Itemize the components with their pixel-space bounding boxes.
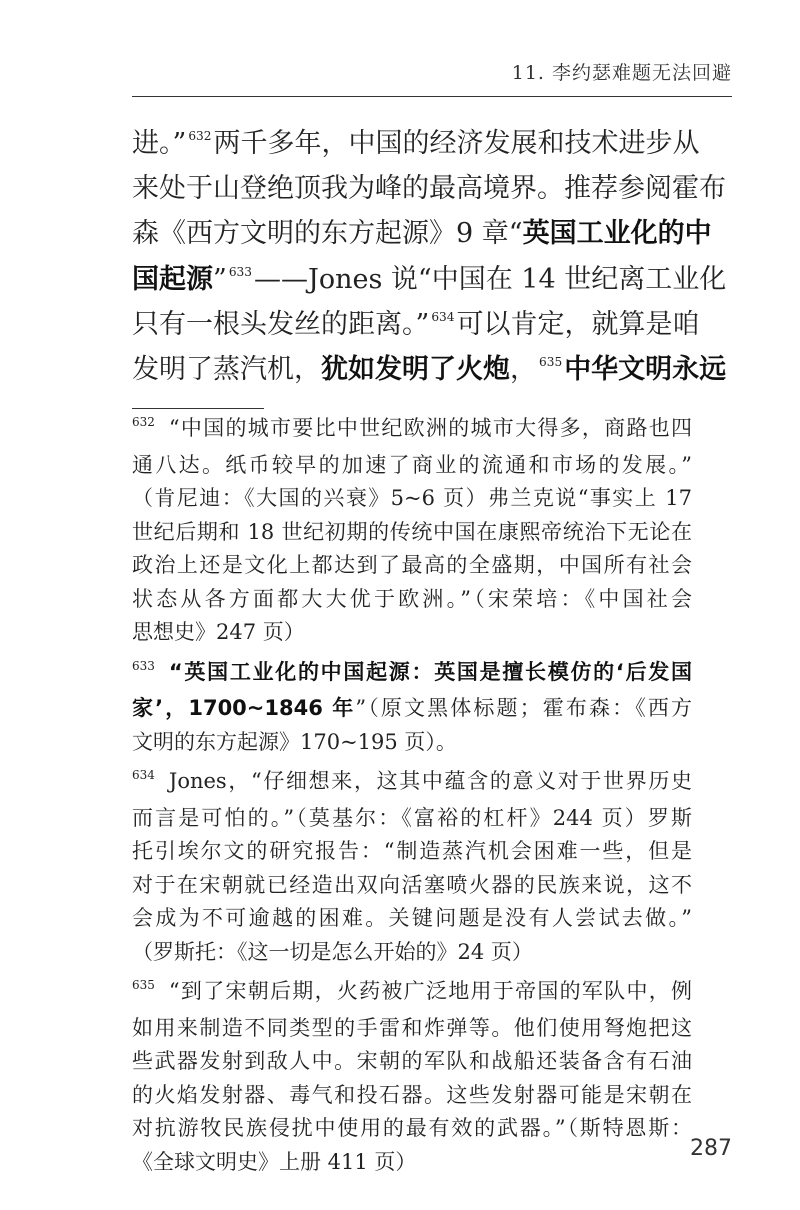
footnote-635 (132, 975, 692, 1179)
text-span: ——Jones 说“中国在 14 世纪离工业化 (254, 263, 727, 295)
footnote-633 (132, 656, 692, 760)
footnote-ref-634[interactable]: 634 (431, 310, 455, 325)
text-span: 发明了蒸汽机， (132, 353, 321, 385)
text-span: ， (510, 353, 537, 385)
page-number: 287 (690, 1136, 732, 1161)
footnotes (132, 412, 692, 1185)
footnote-634 (132, 765, 692, 969)
text-span: ” (213, 263, 227, 295)
main-line-6 (132, 347, 727, 392)
bold-title-span: 家’，1700~1846 年 (132, 696, 356, 720)
footnote-line: 世纪后期和 18 世纪初期的传统中国在康熙帝统治下无论在 (132, 519, 692, 544)
footnote-line: 状态从各方面都大大优于欧洲。”（宋荣培：《中国社会 (132, 586, 692, 611)
text-span: ”（原文黑体标题；霍布森：《西方 (355, 696, 692, 720)
footnote-number: 635 (132, 978, 155, 992)
main-line-3 (132, 211, 712, 256)
footnote-line (132, 412, 692, 449)
footnote-line: 些武器发射到敌人中。宋朝的军队和战船还装备含有石油 (132, 1049, 692, 1073)
bold-title-span: 英国工业化的中 (522, 218, 712, 250)
footnote-line: 政治上还是文化上都达到了最高的全盛期，中国所有社会 (132, 553, 692, 577)
header-rule (132, 96, 732, 97)
main-line-1 (132, 121, 700, 166)
footnote-line (132, 656, 692, 693)
footnote-line: 通八达。纸币较早的加速了商业的流通和市场的发展。” (132, 452, 692, 477)
footnote-rule (132, 408, 264, 409)
footnote-line: （肯尼迪：《大国的兴衰》5~6 页）弗兰克说“事实上 17 (132, 486, 692, 510)
running-header: 11. 李约瑟难题无法回避 (511, 62, 732, 84)
footnote-line: 对于在宋朝就已经造出双向活塞喷火器的民族来说，这不 (132, 872, 692, 897)
text-span: 森《西方文明的东方起源》9 章“ (132, 218, 523, 250)
footnote-ref-632[interactable]: 632 (188, 129, 212, 144)
text-span: 进。” (132, 128, 187, 159)
footnote-line (132, 975, 692, 1012)
bold-title-span: “英国工业化的中国起源：英国是擅长模仿的‘后发国 (168, 659, 692, 684)
text-span: 只有一根头发丝的距离。” (132, 308, 430, 340)
text-span: 可以肯定，就算是咱 (456, 308, 700, 340)
bold-phrase: 中华文明永远 (564, 353, 727, 385)
footnote-line: 如用来制造不同类型的手雷和炸弹等。他们使用弩炮把这 (132, 1015, 692, 1040)
footnote-632 (132, 412, 692, 650)
footnote-line: 而言是可怕的。”（莫基尔：《富裕的杠杆》244 页）罗斯 (132, 805, 692, 830)
bold-phrase: 犹如发明了火炮 (321, 353, 510, 385)
main-line-2: 来处于山登绝顶我为峰的最高境界。推荐参阅霍布 (132, 173, 726, 205)
footnote-line: 思想史》247 页） (132, 620, 305, 644)
footnote-number: 634 (132, 768, 155, 782)
main-line-4 (132, 257, 727, 302)
footnote-line (132, 765, 692, 802)
footnote-number: 632 (132, 415, 155, 429)
footnote-line (132, 692, 692, 726)
footnote-line: （罗斯托：《这一切是怎么开始的》24 页） (132, 939, 533, 964)
footnote-line: 托引埃尔文的研究报告：“制造蒸汽机会困难一些，但是 (132, 839, 692, 863)
footnote-line: 对抗游牧民族侵扰中使用的最有效的武器。”（斯特恩斯： (132, 1116, 692, 1140)
main-text (132, 121, 727, 392)
footnote-line: 的火焰发射器、毒气和投石器。这些发射器可能是宋朝在 (132, 1082, 692, 1107)
footnote-line: 会成为不可逾越的困难。关键问题是没有人尝试去做。” (132, 906, 692, 930)
footnote-ref-633[interactable]: 633 (228, 265, 252, 280)
text-span: Jones，“仔细想来，这其中蕴含的意义对于世界历史 (168, 769, 692, 793)
footnote-line: 《全球文明史》上册 411 页） (132, 1149, 417, 1174)
main-line-5 (132, 302, 700, 347)
footnote-line: 文明的东方起源》170~195 页）。 (132, 729, 457, 754)
text-span: “到了宋朝后期，火药被广泛地用于帝国的军队中，例 (168, 979, 692, 1003)
text-span: 两千多年，中国的经济发展和技术进步从 (213, 128, 700, 159)
bold-title-span: 国起源 (132, 263, 213, 295)
footnote-ref-635[interactable]: 635 (539, 355, 563, 370)
text-span: “中国的城市要比中世纪欧洲的城市大得多，商路也四 (168, 416, 692, 440)
footnote-number: 633 (132, 658, 155, 673)
